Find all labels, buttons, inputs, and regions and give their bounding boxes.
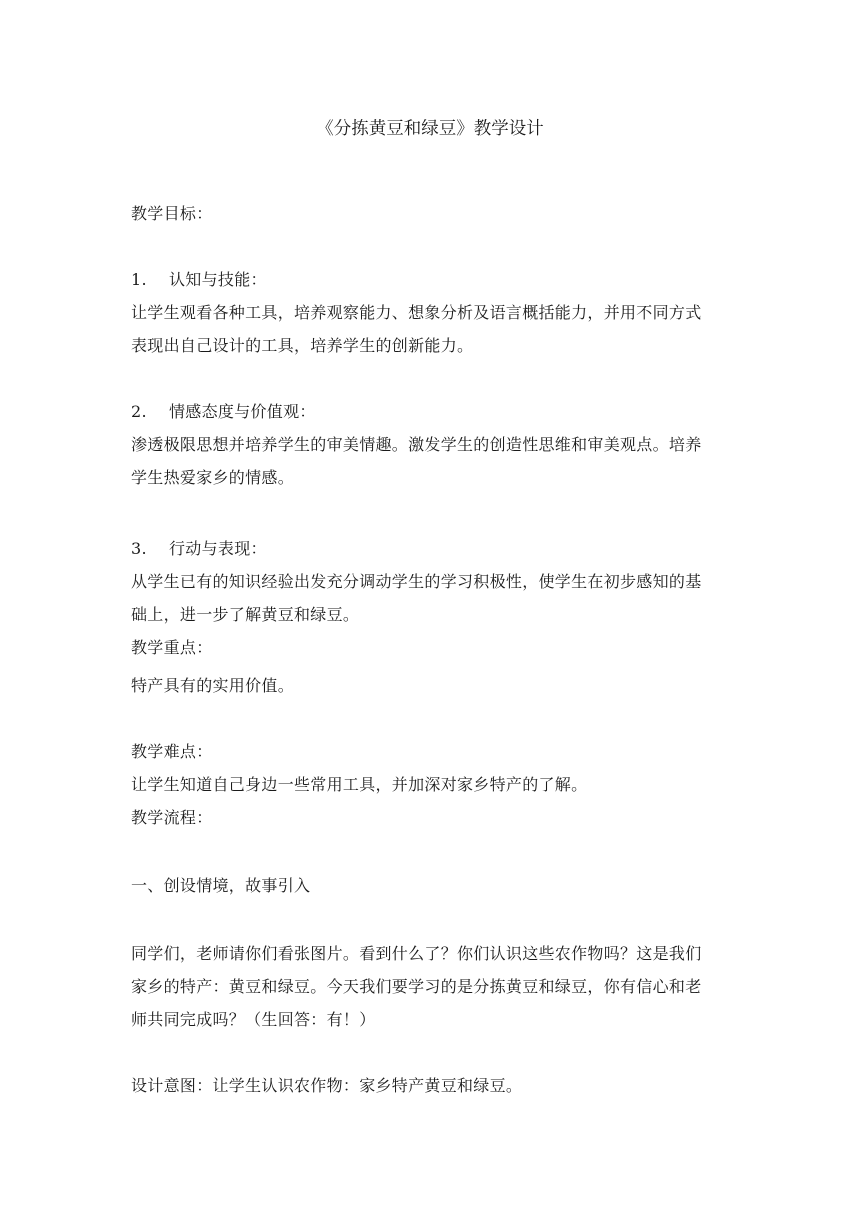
goal-3-heading-row <box>131 539 267 559</box>
difficulty-text: 让学生知道自己身边一些常用工具，并加深对家乡特产的了解。 <box>131 775 588 794</box>
goal-3-text-line-1: 从学生已有的知识经验出发充分调动学生的学习积极性，使学生在初步感知的基 <box>131 572 702 591</box>
key-point-heading: 教学重点： <box>131 638 213 657</box>
goal-1-text-line-2: 表现出自己设计的工具，培养学生的创新能力。 <box>131 336 474 355</box>
goal-3-number: 3. <box>131 539 147 558</box>
goal-1-heading: 认知与技能： <box>169 270 267 289</box>
difficulty-heading: 教学难点： <box>131 742 213 761</box>
goal-1-heading-row <box>131 270 267 290</box>
goal-2-number: 2. <box>131 402 147 421</box>
goal-2-text-line-2: 学生热爱家乡的情感。 <box>131 468 295 487</box>
section-1-text-line-1: 同学们，老师请你们看张图片。看到什么了？你们认识这些农作物吗？这是我们 <box>131 944 702 963</box>
goal-2-heading-row <box>131 402 316 422</box>
goal-2-heading: 情感态度与价值观： <box>169 402 316 421</box>
goals-heading: 教学目标： <box>131 204 213 223</box>
goal-1-number: 1. <box>131 270 147 289</box>
section-1-text-line-3: 师共同完成吗？（生回答：有！） <box>131 1010 376 1029</box>
goal-3-heading: 行动与表现： <box>169 539 267 558</box>
section-1-text-line-2: 家乡的特产：黄豆和绿豆。今天我们要学习的是分拣黄豆和绿豆，你有信心和老 <box>131 977 702 996</box>
process-heading: 教学流程： <box>131 808 213 827</box>
goal-1-text-line-1: 让学生观看各种工具，培养观察能力、想象分析及语言概括能力，并用不同方式 <box>131 303 702 322</box>
design-intent: 设计意图：让学生认识农作物：家乡特产黄豆和绿豆。 <box>131 1076 523 1095</box>
goal-2-text-line-1: 渗透极限思想并培养学生的审美情趣。激发学生的创造性思维和审美观点。培养 <box>131 435 702 454</box>
goal-3-text-line-2: 础上，进一步了解黄豆和绿豆。 <box>131 605 360 624</box>
document-title: 《分拣黄豆和绿豆》教学设计 <box>316 119 544 139</box>
section-1-heading: 一、创设情境，故事引入 <box>131 876 311 895</box>
key-point-text: 特产具有的实用价值。 <box>131 676 295 695</box>
